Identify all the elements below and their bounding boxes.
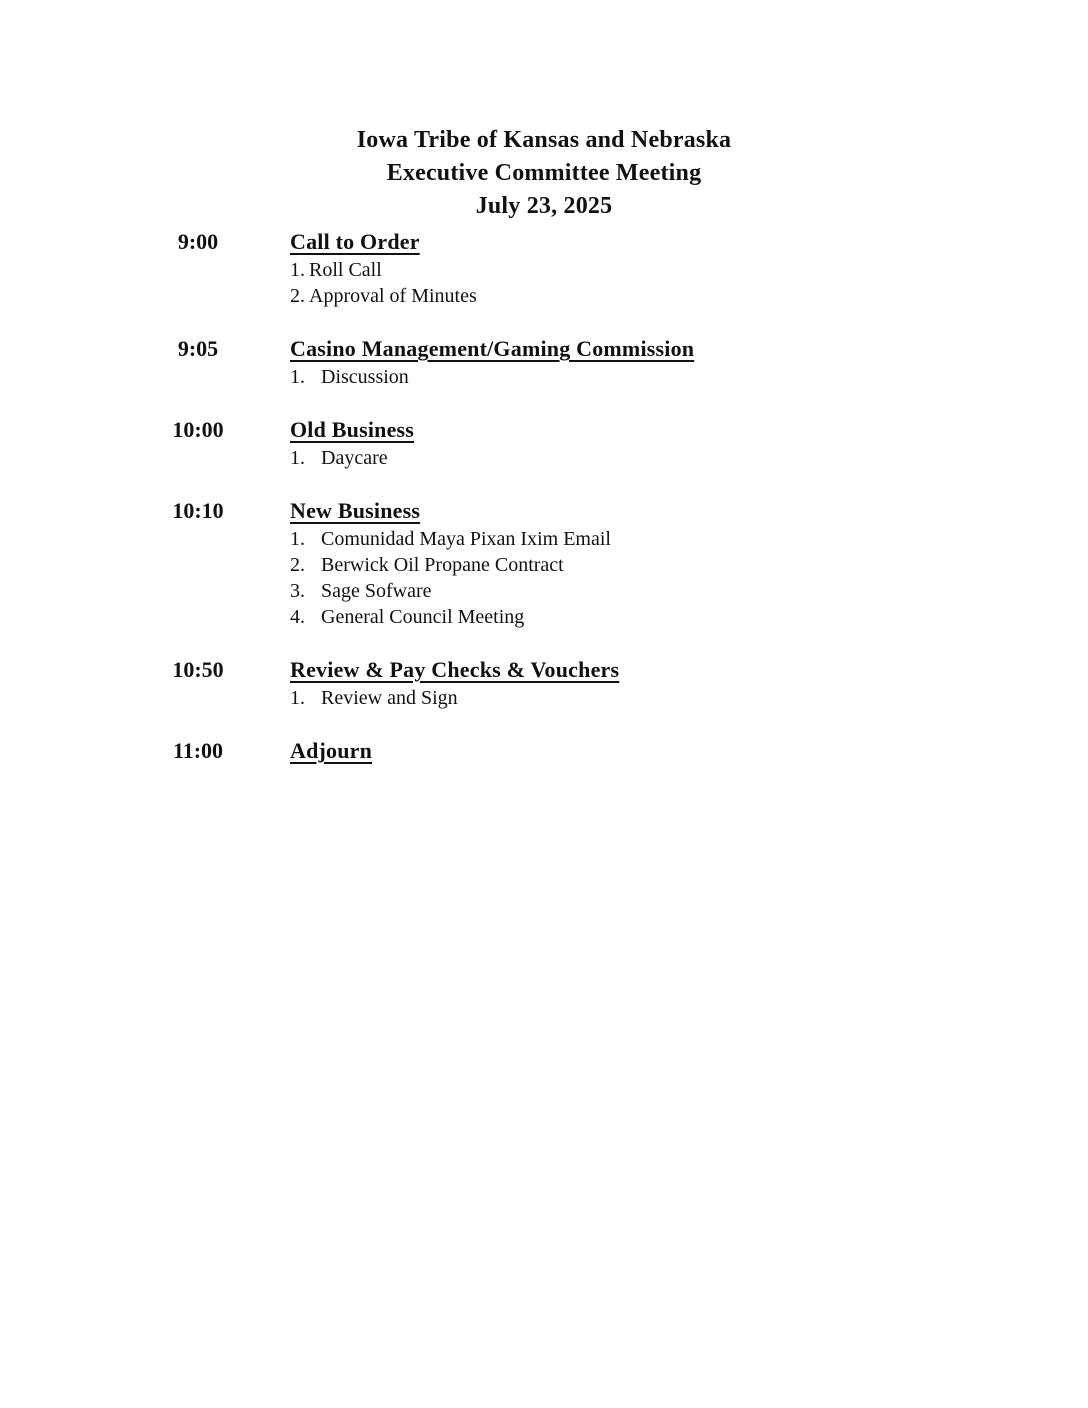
item-text: Discussion — [321, 366, 409, 388]
agenda-time: 10:00 — [172, 417, 224, 442]
agenda-heading: Call to Order — [290, 229, 420, 254]
agenda-item — [290, 364, 1088, 390]
item-number: 3. — [290, 580, 305, 602]
meeting-date: July 23, 2025 — [475, 193, 613, 219]
meeting-org-title: Iowa Tribe of Kansas and Nebraska — [356, 127, 732, 153]
agenda — [0, 227, 1088, 766]
agenda-section-new-business — [0, 496, 1088, 630]
agenda-heading: Old Business — [290, 417, 415, 442]
item-text: Comunidad Maya Pixan Ixim Email — [321, 528, 611, 550]
agenda-heading: Adjourn — [290, 738, 373, 763]
agenda-section-casino-management — [0, 334, 1088, 390]
agenda-item — [290, 257, 1088, 283]
agenda-item — [290, 685, 1088, 711]
agenda-time: 9:05 — [177, 336, 219, 361]
item-number: 1. — [290, 447, 305, 469]
agenda-item — [290, 604, 1088, 630]
item-text: Daycare — [321, 447, 388, 469]
agenda-section-review-pay-checks — [0, 655, 1088, 711]
item-text: Berwick Oil Propane Contract — [321, 554, 564, 576]
agenda-time: 10:50 — [172, 657, 224, 682]
item-number: 1. — [290, 259, 305, 281]
agenda-item — [290, 552, 1088, 578]
item-text: Roll Call — [309, 259, 382, 281]
meeting-name-title: Executive Committee Meeting — [386, 160, 702, 186]
item-number: 2. — [290, 554, 305, 576]
agenda-item — [290, 526, 1088, 552]
agenda-section-call-to-order — [0, 227, 1088, 309]
item-number: 2. — [290, 285, 305, 307]
item-text: General Council Meeting — [321, 606, 525, 628]
item-text: Review and Sign — [321, 687, 458, 709]
agenda-time: 9:00 — [177, 229, 219, 254]
agenda-heading: Review & Pay Checks & Vouchers — [290, 657, 620, 682]
agenda-time: 11:00 — [172, 738, 224, 763]
item-number: 1. — [290, 687, 305, 709]
agenda-heading: New Business — [290, 498, 421, 523]
item-text: Approval of Minutes — [309, 285, 477, 307]
document-title-block — [0, 124, 1088, 223]
agenda-item — [290, 283, 1088, 309]
item-text: Sage Sofware — [321, 580, 432, 602]
agenda-heading: Casino Management/Gaming Commission — [290, 336, 695, 361]
agenda-section-old-business — [0, 415, 1088, 471]
agenda-item — [290, 445, 1088, 471]
agenda-section-adjourn — [0, 736, 1088, 766]
item-number: 4. — [290, 606, 305, 628]
agenda-time: 10:10 — [172, 498, 224, 523]
item-number: 1. — [290, 528, 305, 550]
item-number: 1. — [290, 366, 305, 388]
agenda-item — [290, 578, 1088, 604]
